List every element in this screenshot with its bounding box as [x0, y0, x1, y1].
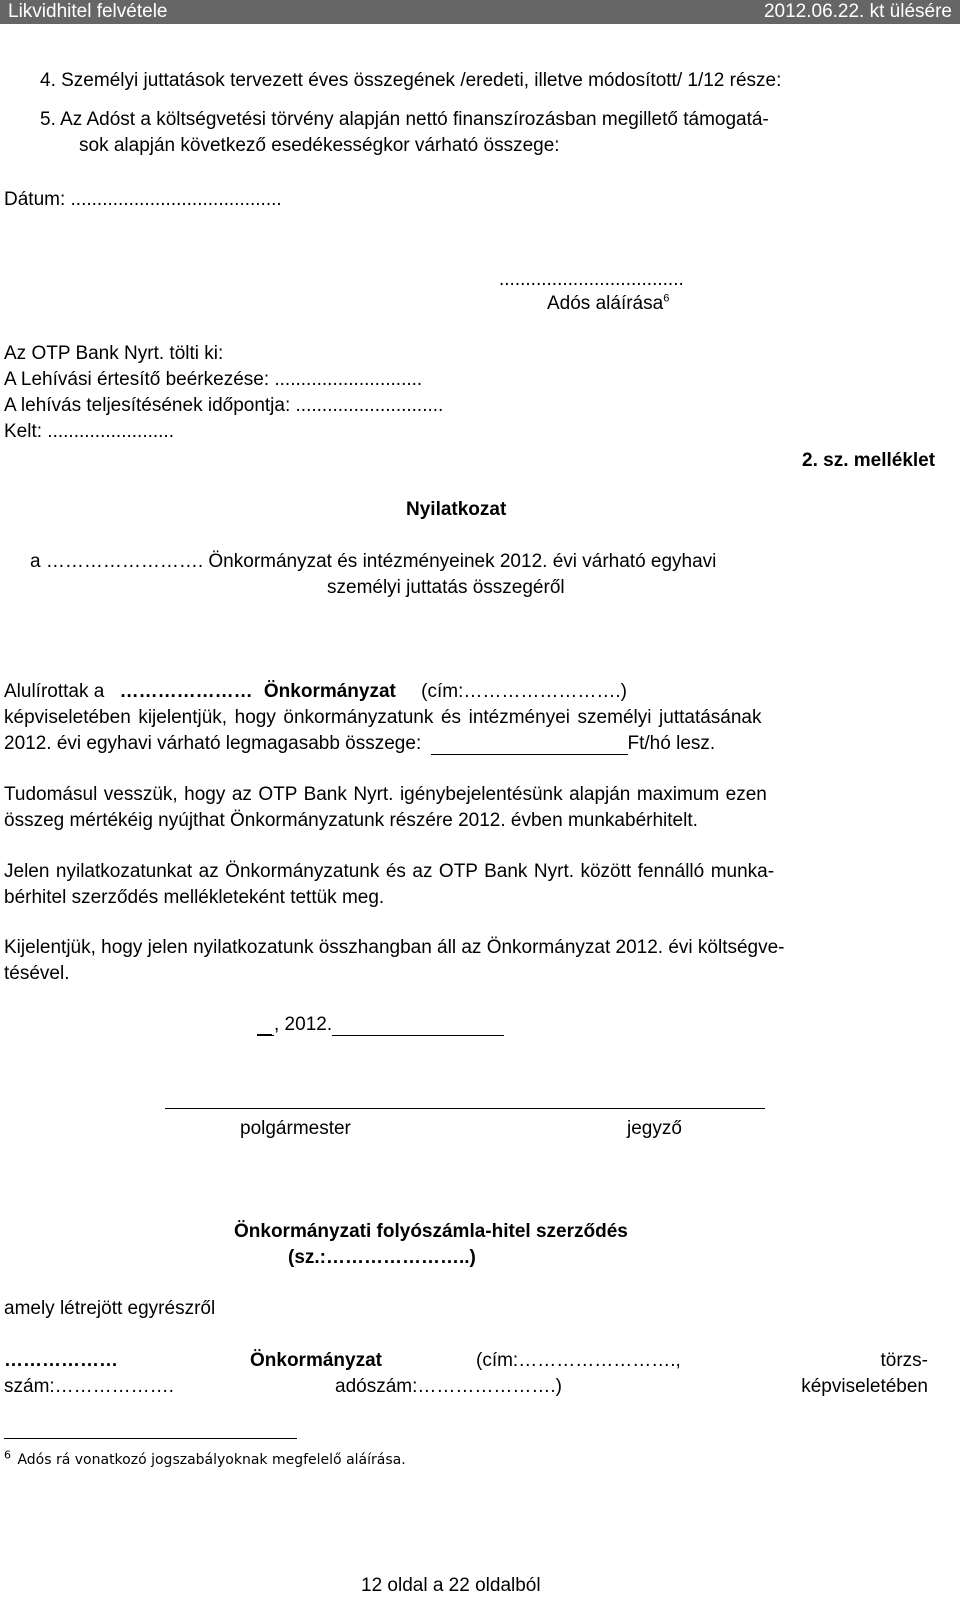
item-5-line2: sok alapján következő esedékességkor várható összege:: [79, 135, 560, 156]
footnote: [4, 1448, 406, 1468]
signature-dots: ...................................: [499, 269, 684, 290]
p1-address: (cím:…………………….): [421, 681, 627, 702]
header-title: Likvidhitel felvétele: [8, 1, 168, 22]
declaration-p1-line3: [4, 733, 715, 755]
item-5-line1: 5. Az Adóst a költségvetési törvény alapján nettó finanszírozásban megillető támogatá-: [40, 109, 769, 130]
declaration-title: Nyilatkozat: [406, 499, 507, 520]
contract-number: (sz.:…………………..): [288, 1247, 476, 1268]
declaration-p3-line2: bérhitel szerződés mellékleteként tettük meg.: [4, 887, 385, 908]
p1-dots: …………………: [119, 681, 253, 702]
p1-intro: Alulírottak a: [4, 681, 105, 702]
declaration-p2-line1: Tudomásul vesszük, hogy az OTP Bank Nyrt. igénybejelentésünk alapján maximum ezen: [4, 784, 767, 805]
row1-dots: ………………: [4, 1350, 118, 1371]
date-blank: [332, 1017, 504, 1036]
p1-municipality: Önkormányzat: [263, 681, 396, 702]
header-meeting-date: 2012.06.22. kt ülésére: [763, 1, 952, 22]
row1-address: (cím:…………………….,: [476, 1350, 681, 1371]
otp-dated: Kelt: ........................: [4, 421, 174, 442]
contract-row2: [4, 1376, 928, 1398]
annex-label: 2. sz. melléklet: [802, 450, 936, 471]
declaration-p1-line1: [4, 681, 928, 703]
header-bar: [0, 0, 960, 24]
declaration-p4-line1: Kijelentjük, hogy jelen nyilatkozatunk összhangban áll az Önkormányzat 2012. évi költségve-: [4, 937, 785, 958]
contract-title: Önkormányzati folyószámla-hitel szerződés: [234, 1221, 628, 1242]
otp-heading: Az OTP Bank Nyrt. tölti ki:: [4, 343, 224, 364]
sign-notary: jegyző: [627, 1118, 682, 1139]
date-label: Dátum: ........................................: [4, 189, 282, 210]
item-4: 4. Személyi juttatások tervezett éves összegének /eredeti, illetve módosított/ 1/12 része:: [40, 70, 782, 91]
contract-row1: [4, 1350, 928, 1372]
footnote-number: 6: [4, 1448, 11, 1462]
sign-mayor: polgármester: [240, 1118, 351, 1139]
declaration-subtitle-line1: a ……………………. Önkormányzat és intézményeinek 2012. évi várható egyhavi: [30, 551, 717, 572]
row1-reg-number: törzs-: [880, 1350, 928, 1371]
otp-fulfilment-date: A lehívás teljesítésének időpontja: ............................: [4, 395, 444, 416]
declaration-p2-line2: összeg mértékéig nyújthat Önkormányzatunk részére 2012. évben munkabérhitelt.: [4, 810, 698, 831]
page-number: 12 oldal a 22 oldalból: [361, 1575, 541, 1596]
row2-representation: képviseletében: [801, 1376, 928, 1397]
place-blank: [257, 1017, 274, 1036]
declaration-p3-line1: Jelen nyilatkozatunkat az Önkormányzatunk és az OTP Bank Nyrt. között fennálló munka-: [4, 861, 775, 882]
contract-party-intro: amely létrejött egyrészről: [4, 1298, 216, 1319]
declaration-subtitle-line2: személyi juttatás összegéről: [327, 577, 565, 598]
declaration-p4-line2: tésével.: [4, 963, 70, 984]
signature-label: Adós aláírása: [547, 293, 664, 314]
footnote-ref: 6: [663, 292, 670, 305]
row2-reg-number: szám:……………….: [4, 1376, 174, 1397]
date-blank-row: [257, 1014, 504, 1036]
date-year: , 2012.: [274, 1014, 333, 1035]
p1-amount-unit: Ft/hó lesz.: [627, 733, 716, 754]
declaration-p1-line2: képviseletében kijelentjük, hogy önkormányzatunk és intézményei személyi juttatásának: [4, 707, 762, 728]
p1-amount-label: 2012. évi egyhavi várható legmagasabb összege:: [4, 733, 422, 754]
signature-label-wrap: [547, 293, 669, 315]
otp-notice-received: A Lehívási értesítő beérkezése: ............................: [4, 369, 423, 390]
footnote-text: Adós rá vonatkozó jogszabályoknak megfelelő aláírása.: [17, 1452, 406, 1468]
amount-blank-line: [431, 736, 628, 755]
signature-line: [165, 1108, 765, 1109]
row2-tax-number: adószám:………………….): [335, 1376, 562, 1397]
footnote-separator: [4, 1438, 297, 1439]
row1-municipality: Önkormányzat: [250, 1350, 382, 1371]
